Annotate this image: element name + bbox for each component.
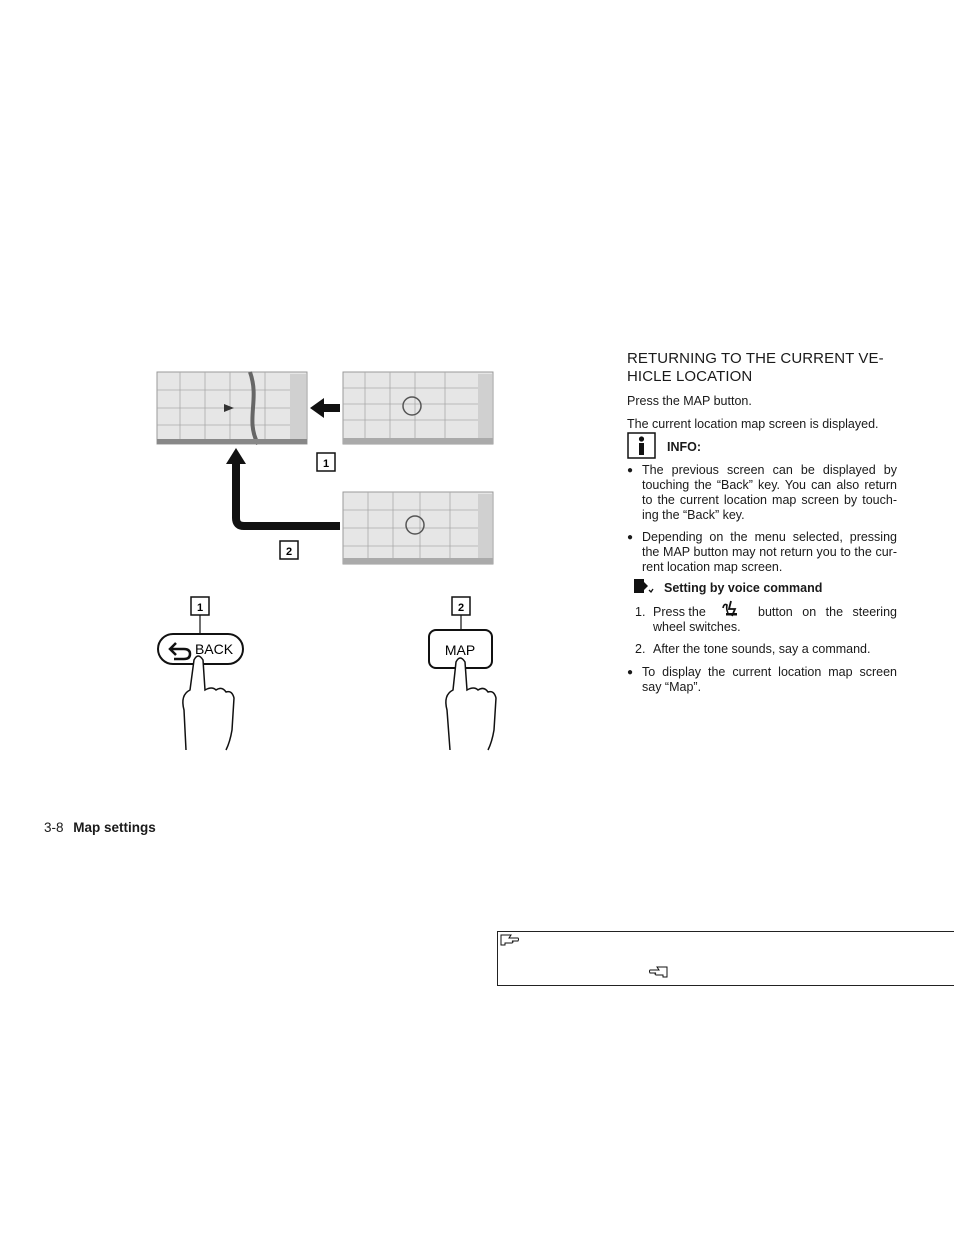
- bullet-text-2: Depending on the menu selected, pressing the MAP button may not return you to the cur- rent location map screen.: [642, 530, 897, 574]
- step-1: [627, 605, 897, 637]
- map-screen-previous: [343, 372, 493, 444]
- arrow-left-icon: [310, 398, 340, 418]
- step-1-number: 1.: [635, 605, 646, 619]
- step-2-number: 2.: [635, 642, 646, 656]
- bullet-icon: ●: [627, 532, 634, 543]
- voice-command-heading: Setting by voice command: [664, 581, 823, 595]
- map-screen-menu: [343, 492, 493, 564]
- svg-text:2: 2: [457, 602, 465, 614]
- bullet-text-1: The previous screen can be displayed by touching the “Back” key. You can also return to the current location map screen by touch- ing the “Back” key.: [642, 463, 897, 522]
- step-2-text: After the tone sounds, say a command.: [653, 642, 871, 656]
- svg-text:2: 2: [285, 546, 293, 558]
- callout-1-bottom: [191, 597, 209, 634]
- bullet-item-2: [627, 530, 897, 576]
- step-1-text-b: button on the steering wheel switches.: [653, 605, 897, 634]
- callout-1-top: [317, 453, 335, 471]
- para-map-displayed: The current location map screen is displayed.: [627, 417, 879, 431]
- voice-command-icon: [633, 577, 655, 595]
- svg-text:BACK: BACK: [194, 641, 234, 657]
- page-footer: [44, 820, 156, 835]
- heading-line-2: HICLE LOCATION: [627, 368, 753, 385]
- callout-2-middle: [280, 541, 298, 559]
- bullet-icon: ●: [627, 465, 634, 476]
- map-screen-current-location: [157, 372, 307, 444]
- bullet-icon: ●: [627, 667, 634, 678]
- info-header: [627, 432, 897, 460]
- bullet-item-1: [627, 463, 897, 525]
- para-press-map: Press the MAP button.: [627, 394, 752, 408]
- hand-icon: [183, 656, 234, 750]
- svg-text:1: 1: [322, 458, 330, 470]
- voice-command-header: [627, 577, 897, 597]
- footer-section-title: Map settings: [73, 820, 156, 835]
- info-icon: [627, 432, 656, 459]
- heading-line-1: RETURNING TO THE CURRENT VE-: [627, 350, 884, 367]
- illustration: [150, 360, 510, 760]
- bullet-item-3: [627, 665, 897, 697]
- svg-text:1: 1: [196, 602, 204, 614]
- callout-2-bottom: [452, 597, 470, 630]
- info-label: INFO:: [667, 440, 702, 454]
- pointing-hand-icon: [500, 933, 520, 947]
- svg-text:MAP: MAP: [444, 642, 476, 658]
- step-1-text-a: Press the: [653, 605, 706, 619]
- reference-box: [497, 931, 954, 986]
- step-2: [627, 642, 897, 658]
- hand-icon: [446, 658, 496, 750]
- bullet-text-3: To display the current location map screen say “Map”.: [642, 665, 897, 694]
- page-number: 3-8: [44, 820, 64, 835]
- pointing-hand-icon-2: [648, 965, 668, 979]
- section-heading: [627, 350, 897, 386]
